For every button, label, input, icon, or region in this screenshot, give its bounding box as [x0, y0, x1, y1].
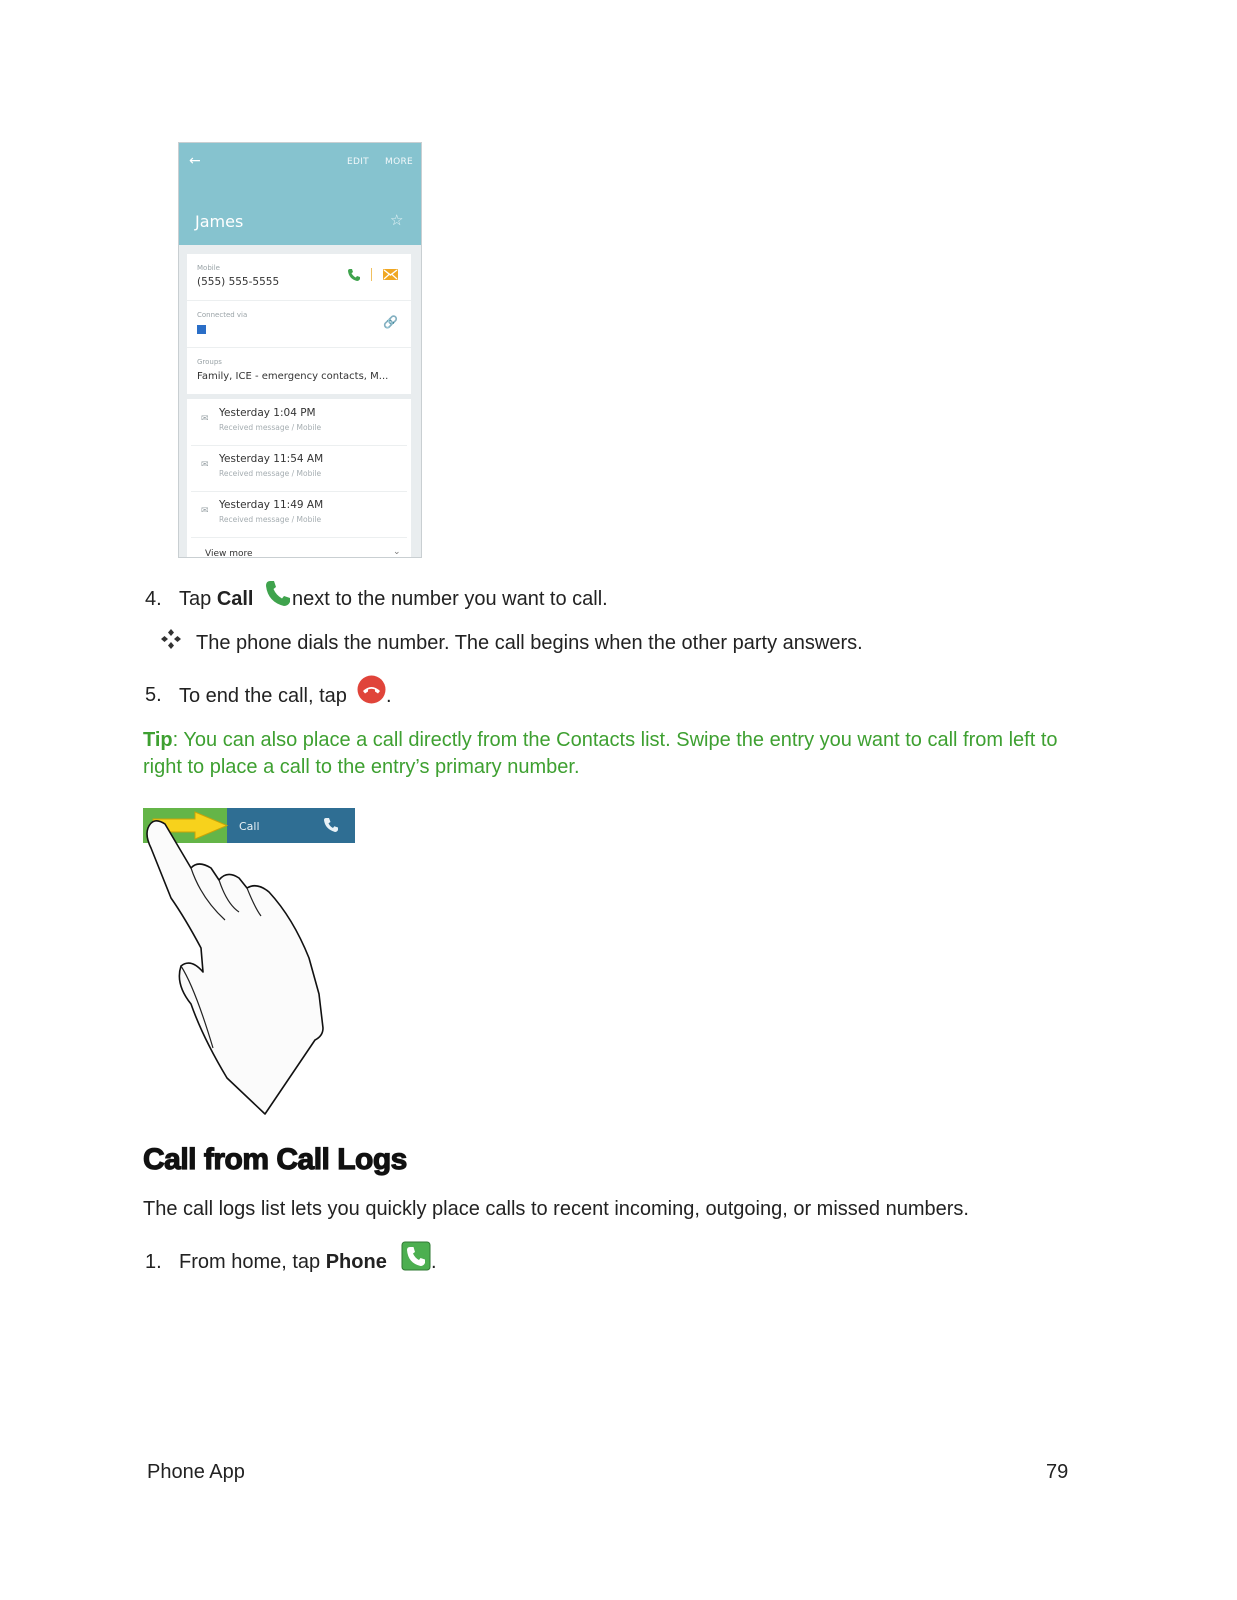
swipe-to-call-illustration	[143, 808, 385, 1118]
log-detail: Received message / Mobile	[219, 469, 322, 478]
call-icon	[265, 580, 291, 607]
tip-note	[143, 727, 1083, 781]
log-detail: Received message / Mobile	[219, 423, 322, 432]
step-4-bold: Call	[216, 588, 254, 610]
step-5-text: To end the call, tap	[179, 685, 347, 707]
message-icon[interactable]	[383, 269, 398, 280]
page-number: 79	[1046, 1461, 1069, 1483]
section-intro: The call logs list lets you quickly place calls to recent incoming, outgoing, or missed numbers.	[143, 1198, 969, 1220]
step-number: 4.	[145, 588, 162, 610]
groups-row[interactable]	[187, 348, 411, 394]
step-1-bold: Phone	[325, 1251, 387, 1273]
contact-info-card	[187, 254, 411, 394]
step-4-pre: Tap	[179, 588, 217, 610]
bullet-icon	[160, 628, 182, 650]
view-more-link[interactable]: View more	[205, 549, 253, 558]
log-time: Yesterday 1:04 PM	[219, 407, 316, 419]
chevron-down-icon[interactable]: ⌄	[393, 547, 401, 557]
mobile-number: (555) 555-5555	[197, 276, 280, 288]
bullet-text: The phone dials the number. The call begins when the other party answers.	[196, 632, 863, 654]
link-icon[interactable]: 🔗	[383, 315, 398, 329]
step-1-end: .	[431, 1251, 437, 1273]
more-button[interactable]: MORE	[385, 157, 413, 167]
divider	[371, 268, 372, 281]
step-number: 1.	[145, 1251, 162, 1273]
log-item[interactable]	[191, 491, 407, 538]
message-log-icon: ✉	[201, 414, 209, 424]
section-heading: Call from Call Logs	[143, 1143, 407, 1176]
footer-section-name: Phone App	[147, 1461, 245, 1483]
star-icon[interactable]: ☆	[390, 211, 404, 229]
connected-row[interactable]	[187, 301, 411, 348]
connected-label: Connected via	[197, 311, 248, 319]
step-4-text	[179, 588, 254, 611]
tip-text: : You can also place a call directly from the Contacts list. Swipe the entry you want to call from left to right to place a call to the entry’s primary number.	[143, 729, 1058, 778]
tip-label: Tip	[143, 729, 173, 751]
call-label: Call	[239, 820, 260, 833]
end-call-icon	[357, 675, 386, 704]
edit-button[interactable]: EDIT	[347, 157, 369, 167]
groups-label: Groups	[197, 358, 222, 366]
step-4-post: next to the number you want to call.	[292, 588, 608, 610]
step-number: 5.	[145, 684, 162, 706]
contact-name: James	[195, 212, 244, 231]
contact-header	[179, 143, 421, 245]
log-item[interactable]	[191, 445, 407, 492]
log-time: Yesterday 11:54 AM	[219, 453, 324, 465]
contact-detail-screenshot	[178, 142, 422, 558]
message-log-icon: ✉	[201, 460, 209, 470]
mobile-label: Mobile	[197, 264, 220, 272]
mobile-row[interactable]	[187, 254, 411, 301]
hand-pointer-icon	[147, 821, 323, 1114]
contact-log-card	[187, 399, 411, 558]
phone-app-icon	[401, 1241, 431, 1271]
account-icon	[197, 325, 206, 334]
step-1-text	[179, 1251, 387, 1274]
step-1-pre: From home, tap	[179, 1251, 326, 1273]
log-time: Yesterday 11:49 AM	[219, 499, 324, 511]
back-arrow-icon[interactable]: ←	[189, 153, 201, 169]
call-icon[interactable]	[347, 268, 361, 282]
groups-value: Family, ICE - emergency contacts, M...	[197, 371, 389, 382]
step-5-end: .	[386, 685, 392, 707]
log-item[interactable]	[191, 399, 407, 446]
message-log-icon: ✉	[201, 506, 209, 516]
log-detail: Received message / Mobile	[219, 515, 322, 524]
